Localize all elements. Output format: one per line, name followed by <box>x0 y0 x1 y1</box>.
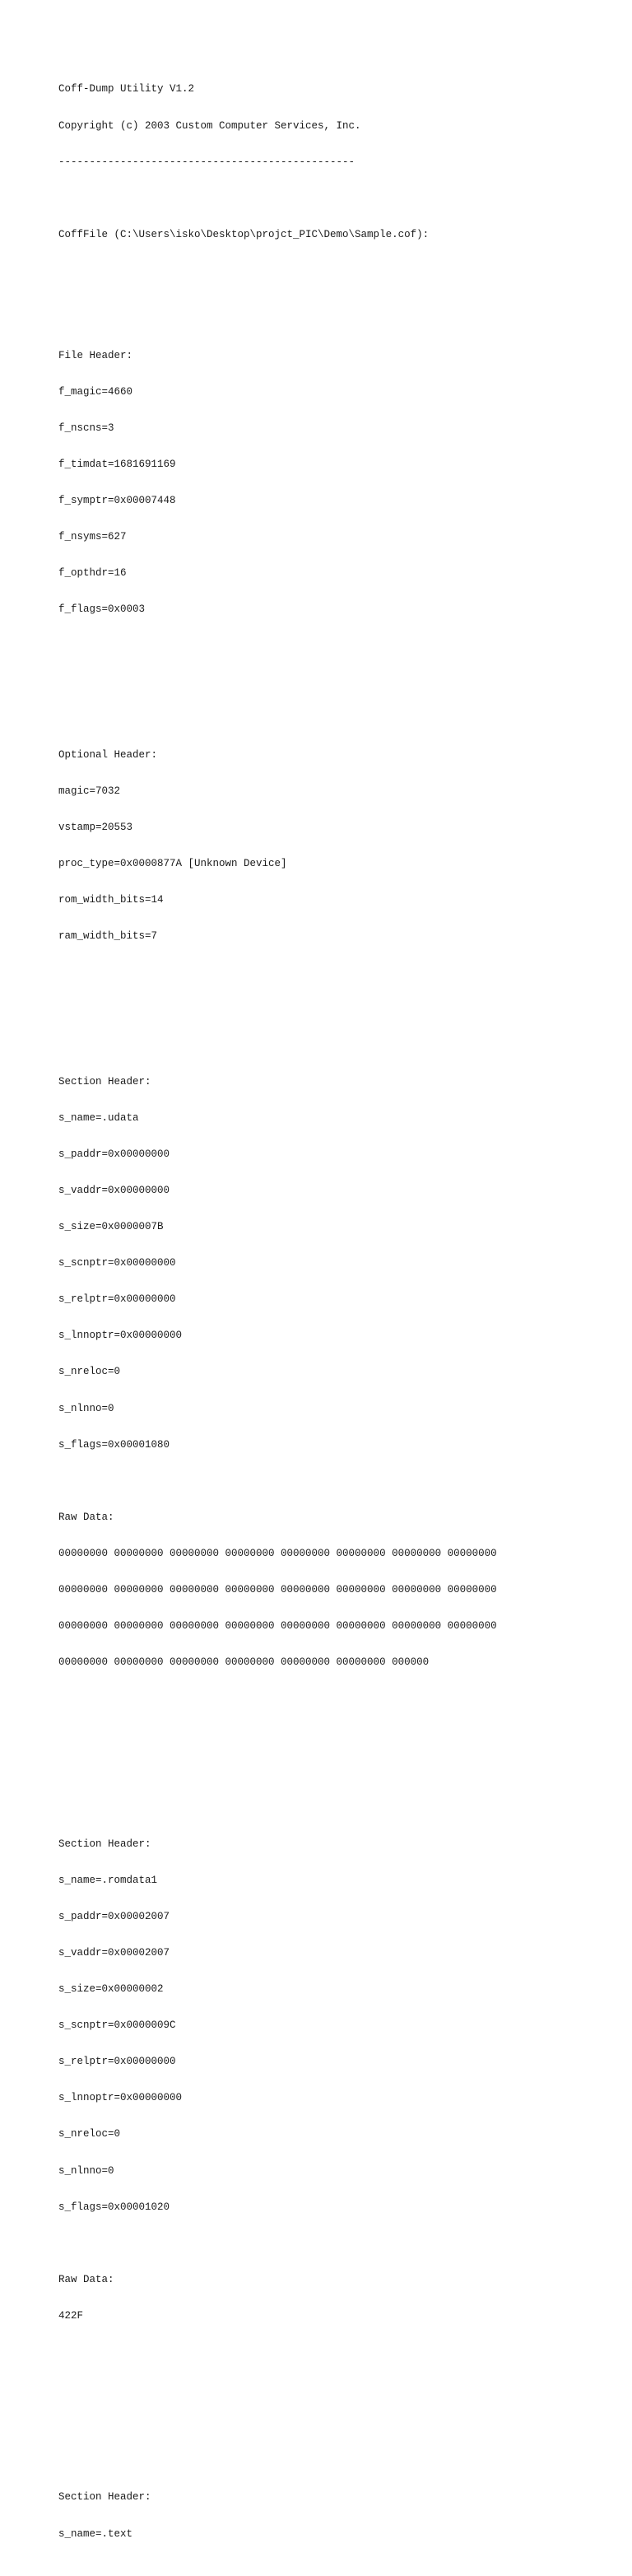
file-header-field: f_opthdr=16 <box>58 567 127 580</box>
section-header-label: Section Header: <box>58 2491 151 2504</box>
raw-data-row: 00000000 00000000 00000000 00000000 00000000 00000000 000000 <box>58 1656 430 1669</box>
section-header-field: s_flags=0x00001020 <box>58 2201 170 2213</box>
section-header-field: s_nreloc=0 <box>58 1366 121 1378</box>
section-header-field: s_flags=0x00001080 <box>58 1438 170 1451</box>
blank-line <box>58 664 616 677</box>
optional-header-block <box>58 724 616 967</box>
file-header-field: f_symptr=0x00007448 <box>58 495 176 507</box>
section-header-field: s_scnptr=0x0000009C <box>58 2019 176 2032</box>
file-header-field: f_flags=0x0003 <box>58 603 146 616</box>
file-header-field: f_nsyms=627 <box>58 531 127 543</box>
file-header-label: File Header: <box>58 349 133 361</box>
section-header-field: s_name=.udata <box>58 1111 139 1124</box>
section-header-field: s_size=0x00000002 <box>58 1983 164 1996</box>
section-text-block <box>58 2467 616 2564</box>
section-header-field: s_vaddr=0x00000000 <box>58 1185 170 1196</box>
section-romdata1-block <box>58 1814 616 2346</box>
file-header-field: f_magic=4660 <box>58 385 133 398</box>
raw-data-row: 00000000 00000000 00000000 00000000 00000000 00000000 00000000 00000000 <box>58 1584 497 1596</box>
blank-line <box>58 2370 616 2383</box>
blank-line <box>58 265 616 277</box>
raw-data-row: 422F <box>58 2309 84 2322</box>
optional-header-field: rom_width_bits=14 <box>58 894 164 906</box>
raw-data-label: Raw Data: <box>58 1511 114 1523</box>
optional-header-field: magic=7032 <box>58 785 121 797</box>
section-header-field: s_size=0x0000007B <box>58 1221 164 1233</box>
blank-line <box>58 991 616 1004</box>
section-header-field: s_scnptr=0x00000000 <box>58 1257 176 1269</box>
separator-rule: ------------------------------------------------ <box>58 156 356 168</box>
blank-line <box>58 2407 616 2420</box>
section-header-field: s_nlnno=0 <box>58 1402 114 1414</box>
utility-title: Coff-Dump Utility V1.2 <box>58 83 195 95</box>
section-header-field: s_name=.text <box>58 2527 133 2540</box>
section-header-field: s_paddr=0x00002007 <box>58 1910 170 1922</box>
copyright-line: Copyright (c) 2003 Custom Computer Services, Inc. <box>58 119 361 132</box>
section-header-field: s_nreloc=0 <box>58 2128 121 2140</box>
optional-header-field: vstamp=20553 <box>58 822 133 834</box>
raw-data-row: 00000000 00000000 00000000 00000000 00000000 00000000 00000000 00000000 <box>58 1620 497 1633</box>
section-header-field: s_vaddr=0x00002007 <box>58 1947 170 1959</box>
section-header-field: s_lnnoptr=0x00000000 <box>58 2092 183 2104</box>
section-header-field: s_lnnoptr=0x00000000 <box>58 1330 183 1342</box>
raw-data-row: 00000000 00000000 00000000 00000000 00000000 00000000 00000000 00000000 <box>58 1547 497 1559</box>
blank-line <box>58 1717 616 1730</box>
section-header-label: Section Header: <box>58 1838 151 1850</box>
optional-header-field: proc_type=0x0000877A [Unknown Device] <box>58 858 287 870</box>
file-header-block <box>58 325 616 640</box>
blank-line <box>58 1754 616 1766</box>
section-header-field: s_relptr=0x00000000 <box>58 2056 176 2068</box>
optional-header-field: ram_width_bits=7 <box>58 930 158 943</box>
blank-line <box>58 1475 616 1488</box>
coff-dump-document <box>58 59 616 2576</box>
optional-header-label: Optional Header: <box>58 748 158 761</box>
section-header-field: s_nlnno=0 <box>58 2164 114 2177</box>
section-header-label: Section Header: <box>58 1075 151 1088</box>
raw-data-label: Raw Data: <box>58 2273 114 2285</box>
blank-line <box>58 2238 616 2250</box>
coff-file-path: CoffFile (C:\Users\isko\Desktop\projct_PIC\Demo\Sample.cof): <box>58 228 430 240</box>
section-header-field: s_relptr=0x00000000 <box>58 1293 176 1306</box>
section-udata-block <box>58 1051 616 1693</box>
blank-line <box>58 193 616 205</box>
section-header-field: s_paddr=0x00000000 <box>58 1148 170 1160</box>
section-header-field: s_name=.romdata1 <box>58 1874 158 1886</box>
file-header-field: f_nscns=3 <box>58 422 114 434</box>
file-header-field: f_timdat=1681691169 <box>58 459 176 471</box>
